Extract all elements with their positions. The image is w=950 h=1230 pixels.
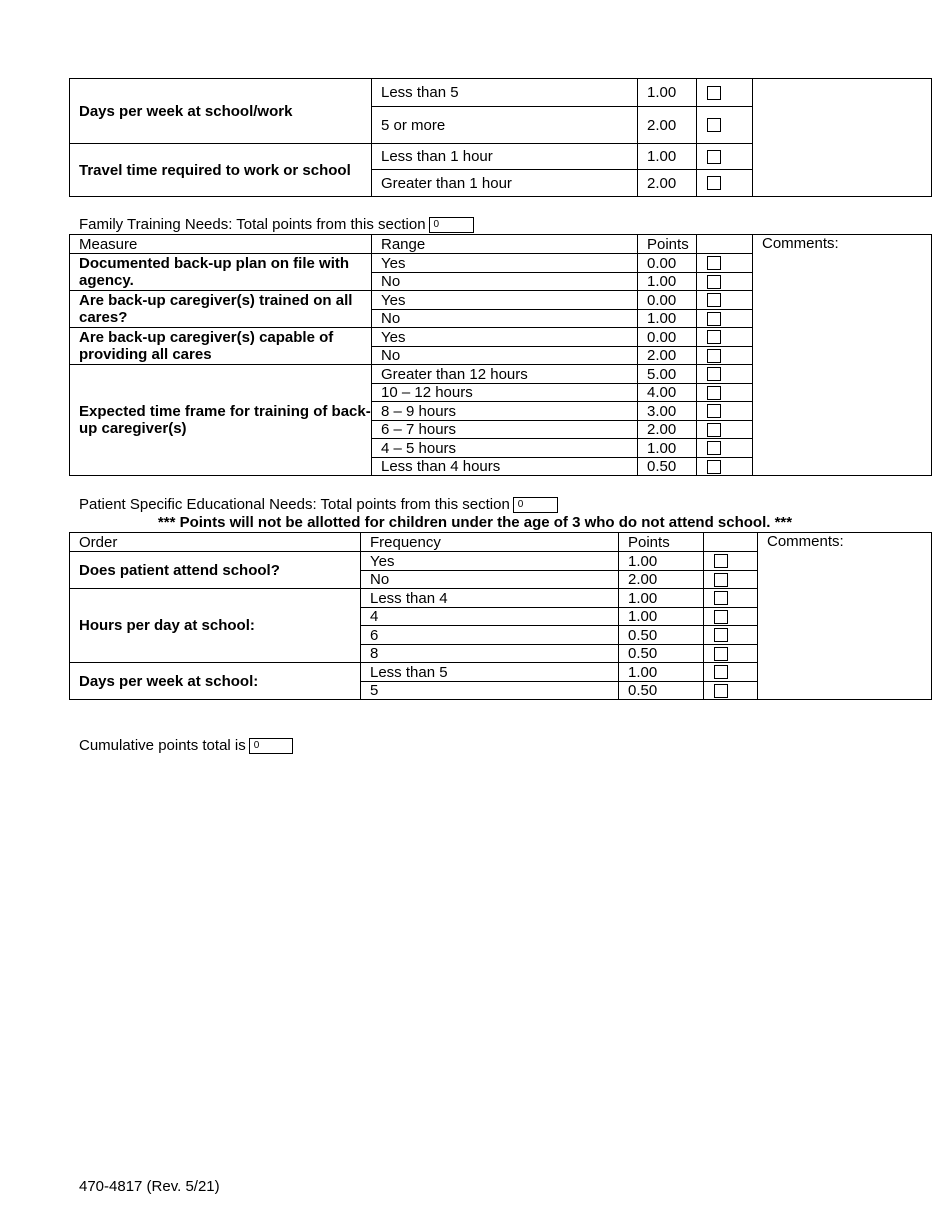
section-total-field[interactable]: 0 xyxy=(429,217,474,233)
points-cell: 1.00 xyxy=(638,79,697,107)
range-cell: 6 – 7 hours xyxy=(372,421,638,439)
points-cell: 2.00 xyxy=(638,170,697,197)
points-cell: 5.00 xyxy=(638,365,697,384)
section-title: Patient Specific Educational Needs: Total points from this section xyxy=(79,496,510,513)
checkbox[interactable] xyxy=(707,118,721,132)
points-cell: 0.50 xyxy=(638,458,697,476)
checkbox[interactable] xyxy=(707,330,721,344)
range-cell: No xyxy=(372,347,638,365)
range-cell: 8 – 9 hours xyxy=(372,402,638,421)
range-cell: 4 – 5 hours xyxy=(372,439,638,458)
points-cell: 0.50 xyxy=(619,645,704,663)
points-cell: 1.00 xyxy=(619,608,704,626)
checkbox-cell[interactable] xyxy=(697,107,753,144)
checkbox-cell[interactable] xyxy=(704,589,758,608)
header-check xyxy=(704,533,758,552)
header-range: Range xyxy=(372,235,638,254)
checkbox[interactable] xyxy=(714,610,728,624)
checkbox-cell[interactable] xyxy=(704,571,758,589)
range-cell: Less than 4 hours xyxy=(372,458,638,476)
measure-cell: Days per week at school/work xyxy=(70,79,372,144)
checkbox[interactable] xyxy=(707,404,721,418)
checkbox-cell[interactable] xyxy=(697,384,753,402)
checkbox-cell[interactable] xyxy=(704,552,758,571)
header-points: Points xyxy=(619,533,704,552)
checkbox[interactable] xyxy=(707,275,721,289)
measure-cell: Days per week at school: xyxy=(70,663,361,700)
checkbox-cell[interactable] xyxy=(704,663,758,682)
checkbox[interactable] xyxy=(714,591,728,605)
header-order: Order xyxy=(70,533,361,552)
measure-cell: Documented back-up plan on file with agency. xyxy=(70,254,372,291)
checkbox-cell[interactable] xyxy=(697,170,753,197)
measure-cell: Expected time frame for training of back-up caregiver(s) xyxy=(70,365,372,476)
checkbox-cell[interactable] xyxy=(697,144,753,170)
points-cell: 0.50 xyxy=(619,626,704,645)
checkbox[interactable] xyxy=(707,293,721,307)
range-cell: Greater than 12 hours xyxy=(372,365,638,384)
checkbox[interactable] xyxy=(707,86,721,100)
checkbox-cell[interactable] xyxy=(697,421,753,439)
range-cell: 5 or more xyxy=(372,107,638,144)
header-frequency: Frequency xyxy=(361,533,619,552)
checkbox[interactable] xyxy=(714,628,728,642)
header-points: Points xyxy=(638,235,697,254)
checkbox-cell[interactable] xyxy=(697,273,753,291)
points-cell: 1.00 xyxy=(638,144,697,170)
checkbox-cell[interactable] xyxy=(697,291,753,310)
comments-cell[interactable] xyxy=(753,79,932,197)
range-cell: Less than 5 xyxy=(361,663,619,682)
cumulative-label: Cumulative points total is xyxy=(79,737,246,754)
range-cell: 5 xyxy=(361,682,619,700)
measure-cell: Are back-up caregiver(s) capable of providing all cares xyxy=(70,328,372,365)
checkbox[interactable] xyxy=(707,312,721,326)
points-cell: 2.00 xyxy=(638,347,697,365)
range-cell: 8 xyxy=(361,645,619,663)
checkbox[interactable] xyxy=(707,441,721,455)
educational-needs-table xyxy=(69,532,932,700)
points-cell: 1.00 xyxy=(619,589,704,608)
checkbox[interactable] xyxy=(707,367,721,381)
measure-cell: Travel time required to work or school xyxy=(70,144,372,197)
points-cell: 1.00 xyxy=(619,663,704,682)
checkbox[interactable] xyxy=(707,423,721,437)
points-cell: 0.50 xyxy=(619,682,704,700)
points-cell: 2.00 xyxy=(638,107,697,144)
educational-needs-total-line xyxy=(79,496,558,513)
points-cell: 1.00 xyxy=(638,310,697,328)
checkbox-cell[interactable] xyxy=(704,682,758,700)
range-cell: Less than 5 xyxy=(372,79,638,107)
comments-label: Comments: xyxy=(767,533,844,550)
points-cell: 1.00 xyxy=(638,273,697,291)
checkbox[interactable] xyxy=(707,176,721,190)
range-cell: No xyxy=(372,273,638,291)
section-title: Family Training Needs: Total points from this section xyxy=(79,216,426,233)
checkbox-cell[interactable] xyxy=(697,310,753,328)
checkbox-cell[interactable] xyxy=(704,626,758,645)
checkbox[interactable] xyxy=(707,256,721,270)
range-cell: No xyxy=(372,310,638,328)
checkbox[interactable] xyxy=(714,647,728,661)
measure-cell: Are back-up caregiver(s) trained on all cares? xyxy=(70,291,372,328)
measure-cell: Does patient attend school? xyxy=(70,552,361,589)
points-cell: 3.00 xyxy=(638,402,697,421)
range-cell: 6 xyxy=(361,626,619,645)
range-cell: Greater than 1 hour xyxy=(372,170,638,197)
range-cell: Yes xyxy=(372,254,638,273)
checkbox[interactable] xyxy=(707,386,721,400)
checkbox-cell[interactable] xyxy=(697,439,753,458)
points-cell: 0.00 xyxy=(638,328,697,347)
checkbox-cell[interactable] xyxy=(697,402,753,421)
checkbox-cell[interactable] xyxy=(697,347,753,365)
range-cell: Yes xyxy=(372,328,638,347)
range-cell: Yes xyxy=(372,291,638,310)
range-cell: Less than 4 xyxy=(361,589,619,608)
range-cell: 4 xyxy=(361,608,619,626)
checkbox[interactable] xyxy=(707,349,721,363)
checkbox-cell[interactable] xyxy=(697,79,753,107)
checkbox[interactable] xyxy=(714,684,728,698)
checkbox-cell[interactable] xyxy=(697,365,753,384)
range-cell: Yes xyxy=(361,552,619,571)
points-cell: 0.00 xyxy=(638,291,697,310)
measure-cell: Hours per day at school: xyxy=(70,589,361,663)
family-training-table xyxy=(69,234,932,476)
checkbox-cell[interactable] xyxy=(697,458,753,476)
points-cell: 0.00 xyxy=(638,254,697,273)
checkbox[interactable] xyxy=(714,665,728,679)
points-cell: 2.00 xyxy=(638,421,697,439)
range-cell: 10 – 12 hours xyxy=(372,384,638,402)
header-measure: Measure xyxy=(70,235,372,254)
cumulative-total-field[interactable]: 0 xyxy=(249,738,293,754)
checkbox[interactable] xyxy=(707,460,721,474)
checkbox-cell[interactable] xyxy=(697,254,753,273)
range-cell: No xyxy=(361,571,619,589)
checkbox-cell[interactable] xyxy=(697,328,753,347)
comments-label: Comments: xyxy=(762,235,839,252)
checkbox[interactable] xyxy=(714,573,728,587)
checkbox-cell[interactable] xyxy=(704,608,758,626)
comments-cell[interactable] xyxy=(753,235,932,476)
comments-cell[interactable] xyxy=(758,533,932,700)
school-work-table xyxy=(69,78,932,197)
points-cell: 1.00 xyxy=(619,552,704,571)
form-number: 470-4817 (Rev. 5/21) xyxy=(79,1178,220,1195)
points-cell: 2.00 xyxy=(619,571,704,589)
points-cell: 4.00 xyxy=(638,384,697,402)
points-cell: 1.00 xyxy=(638,439,697,458)
section-total-field[interactable]: 0 xyxy=(513,497,558,513)
range-cell: Less than 1 hour xyxy=(372,144,638,170)
header-check xyxy=(697,235,753,254)
cumulative-total-line xyxy=(79,737,293,754)
family-training-total-line xyxy=(79,216,474,233)
checkbox[interactable] xyxy=(714,554,728,568)
checkbox-cell[interactable] xyxy=(704,645,758,663)
age-note: *** Points will not be allotted for children under the age of 3 who do not attend school. *** xyxy=(157,514,793,531)
checkbox[interactable] xyxy=(707,150,721,164)
